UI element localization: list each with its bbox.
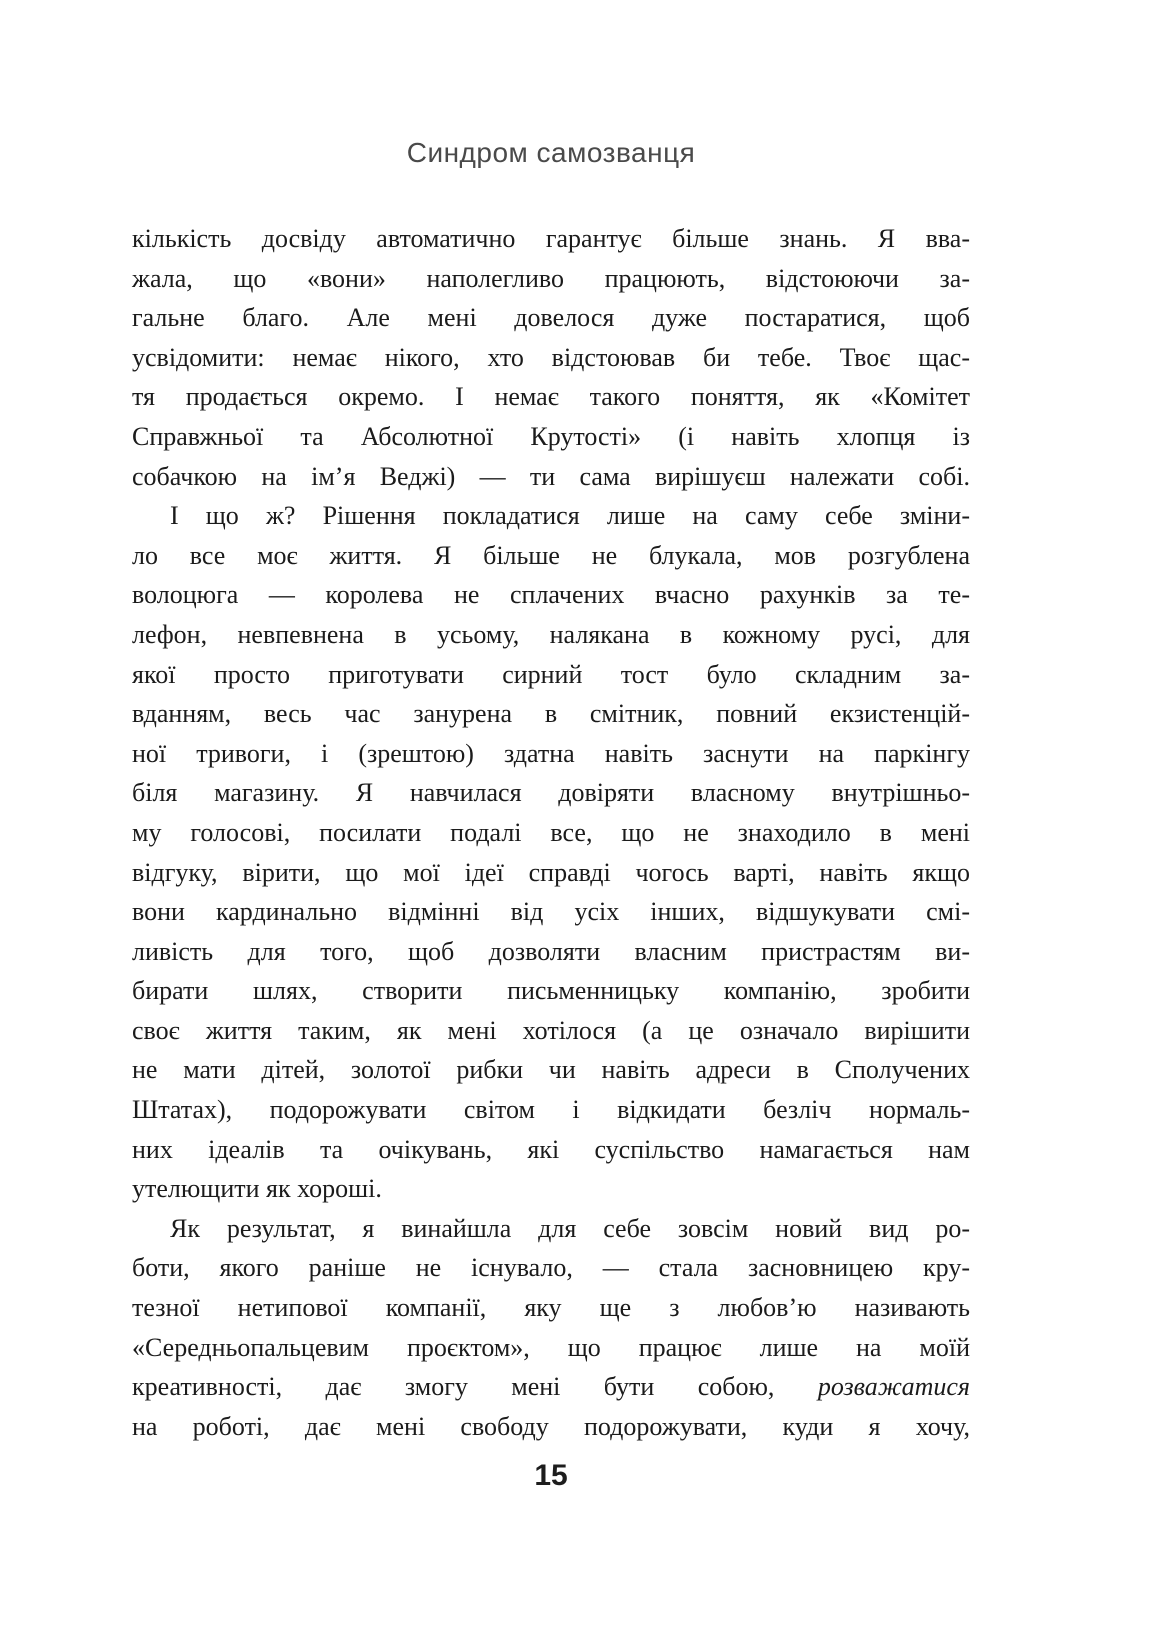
text-segment: якої просто приготувати сирний тост було складним за-	[132, 659, 970, 689]
text-segment: тезної нетипової компанії, яку ще з любов’ю називають	[132, 1293, 970, 1323]
text-segment: Штатах), подорожувати світом і відкидати безліч нормаль-	[132, 1095, 970, 1125]
body-line	[132, 971, 970, 1011]
text-segment: не мати дітей, золотої рибки чи навіть адреси в Сполучених	[132, 1055, 970, 1085]
page-number: 15	[534, 1459, 568, 1492]
text-segment: ло все моє життя. Я більше не блукала, мов розгублена	[132, 540, 970, 570]
body-line	[132, 259, 970, 299]
body-line	[132, 496, 970, 536]
text-segment: своє життя таким, як мені хотілося (а це означало вирішити	[132, 1015, 970, 1045]
body-line	[132, 298, 970, 338]
text-segment: відгуку, вірити, що мої ідеї справді чогось варті, навіть якщо	[132, 857, 970, 887]
text-segment: утелющити як хороші.	[132, 1174, 382, 1204]
body-line	[132, 1011, 970, 1051]
body-line	[132, 694, 970, 734]
text-segment: собачкою на ім’я Веджі) — ти сама вирішуєш належати собі.	[132, 461, 970, 491]
body-line	[132, 417, 970, 457]
text-segment: Справжньої та Абсолютної Крутості» (і навіть хлопця із	[132, 421, 970, 451]
body-line	[132, 219, 970, 259]
body-line	[132, 1328, 970, 1368]
text-segment: «Середньопальцевим проєктом», що працює лише на моїй	[132, 1332, 970, 1362]
text-segment: тя продається окремо. І немає такого поняття, як «Комітет	[132, 382, 970, 412]
text-segment: креативності, дає змогу мені бути собою,	[132, 1372, 818, 1402]
body-line	[132, 1090, 970, 1130]
body-line	[132, 575, 970, 615]
text-segment: кількість досвіду автоматично гарантує більше знань. Я вва-	[132, 224, 970, 253]
body-line	[132, 655, 970, 695]
text-segment: вони кардинально відмінні від усіх інших, відшукувати смі-	[132, 897, 970, 927]
body-line	[132, 853, 970, 893]
body-line	[132, 1169, 970, 1209]
body-line	[132, 892, 970, 932]
text-segment: гальне благо. Але мені довелося дуже постаратися, щоб	[132, 303, 970, 333]
body-line	[132, 1130, 970, 1170]
body-line	[132, 536, 970, 576]
text-segment: волоцюга — королева не сплачених вчасно рахунків за те-	[132, 580, 970, 610]
text-segment: біля магазину. Я навчилася довіряти власному внутрішньо-	[132, 778, 970, 808]
body-line	[132, 377, 970, 417]
body-line	[132, 813, 970, 853]
text-segment: Як результат, я винайшла для себе зовсім новий вид ро-	[170, 1213, 970, 1243]
body-line	[132, 1288, 970, 1328]
text-segment: на роботі, дає мені свободу подорожувати, куди я хочу,	[132, 1411, 970, 1441]
text-segment: ливість для того, щоб дозволяти власним пристрастям ви-	[132, 936, 970, 966]
text-segment: лефон, невпевнена в усьому, налякана в кожному русі, для	[132, 619, 970, 649]
body-line	[132, 1209, 970, 1249]
text-segment: вданням, весь час занурена в смітник, повний екзистенцій-	[132, 699, 970, 729]
text-segment: І що ж? Рішення покладатися лише на саму себе зміни-	[170, 501, 970, 531]
text-segment: му голосові, посилати подалі все, що не знаходило в мені	[132, 817, 970, 847]
body-text	[132, 219, 970, 1446]
body-line	[132, 734, 970, 774]
body-line	[132, 932, 970, 972]
text-segment: ної тривоги, і (зрештою) здатна навіть заснути на паркінгу	[132, 738, 970, 768]
text-segment: боти, якого раніше не існувало, — стала засновницею кру-	[132, 1253, 970, 1283]
text-segment: бирати шлях, створити письменницьку компанію, зробити	[132, 976, 970, 1006]
text-segment: жала, що «вони» наполегливо працюють, відстоюючи за-	[132, 263, 970, 293]
body-line	[132, 338, 970, 378]
text-segment: усвідомити: немає нікого, хто відстоював би тебе. Твоє щас-	[132, 342, 970, 372]
body-line	[132, 1367, 970, 1407]
running-header: Синдром самозванця	[406, 137, 696, 168]
body-line	[132, 457, 970, 497]
body-line	[132, 773, 970, 813]
body-line	[132, 1407, 970, 1447]
body-line	[132, 1050, 970, 1090]
body-line	[132, 1248, 970, 1288]
body-line	[132, 615, 970, 655]
text-segment: них ідеалів та очікувань, які суспільство намагається нам	[132, 1134, 970, 1164]
italic-text-segment: розважатися	[817, 1372, 970, 1402]
